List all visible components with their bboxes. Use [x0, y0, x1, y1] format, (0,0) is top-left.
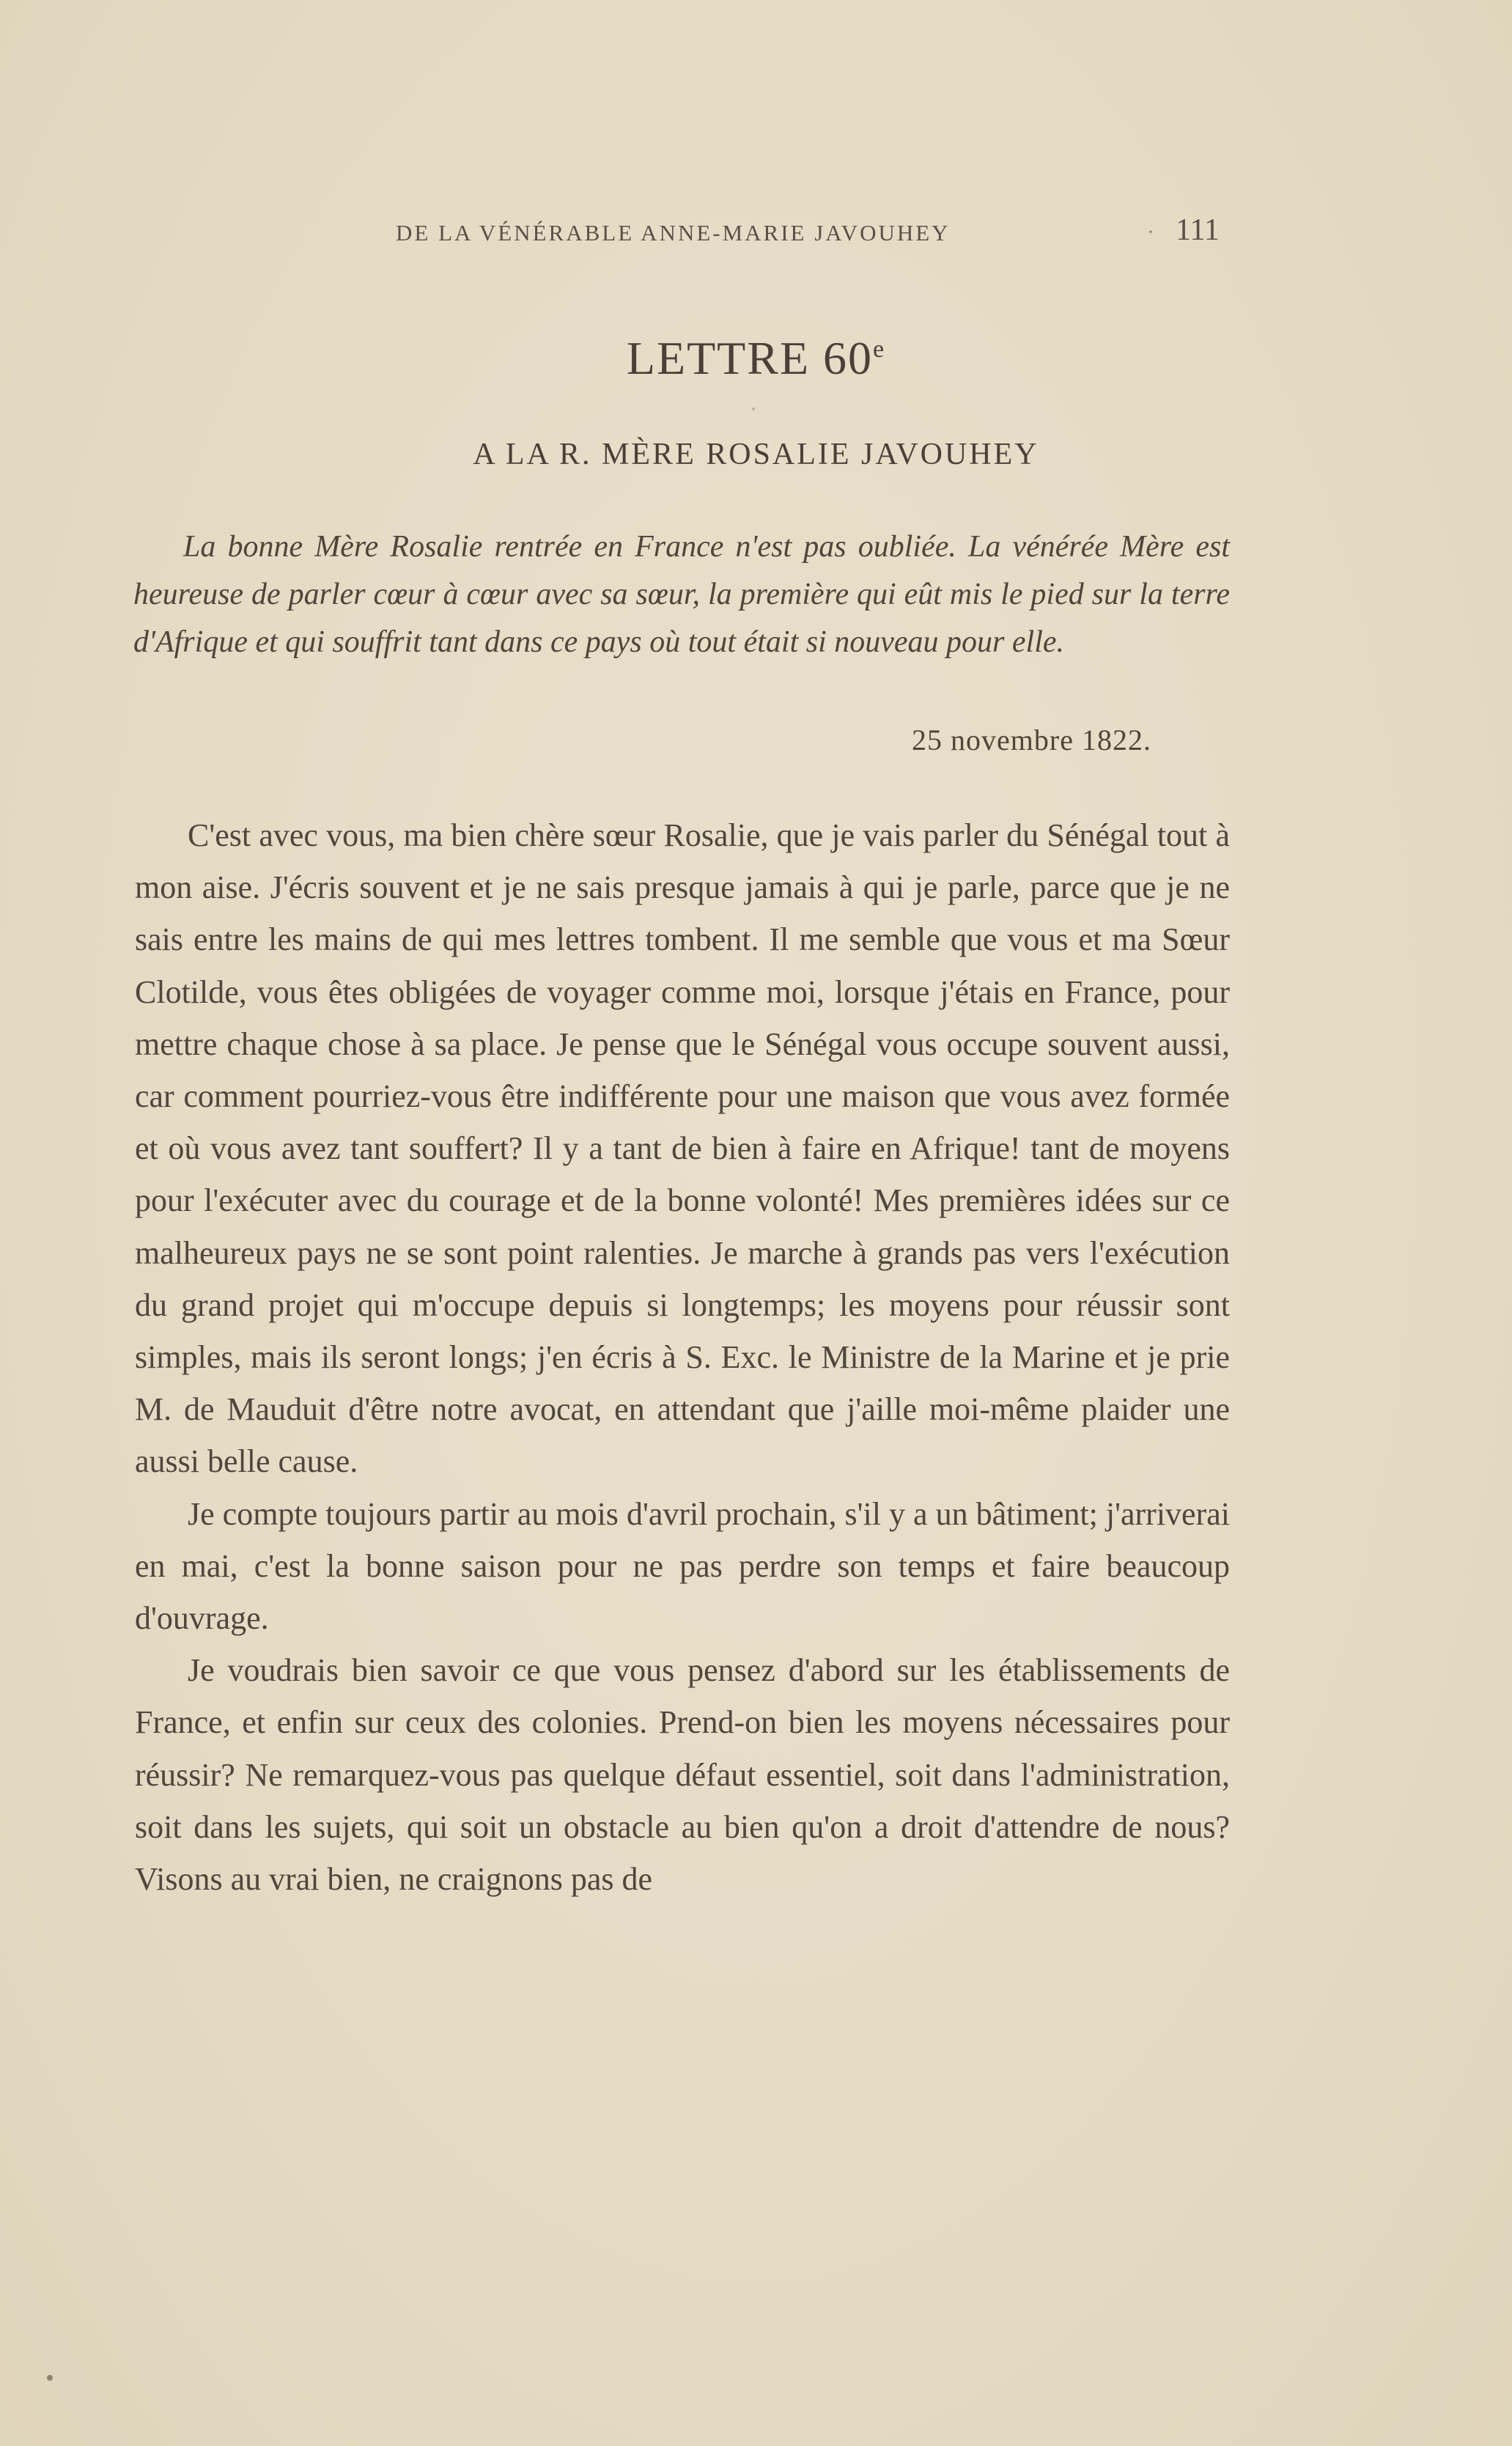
paper-speck	[752, 408, 755, 410]
body-paragraph-1: C'est avec vous, ma bien chère sœur Rosalie, que je vais parler du Sénégal tout à mon aise. J'écris souvent et je ne sais presque jamais à qui je parle, parce que je ne sais entre les mains de qui mes lettres tombent. Il me semble que vous et ma Sœur Clotilde, vous êtes obligées de voyager comme moi, lorsque j'étais en France, pour mettre chaque chose à sa place. Je pense que le Sénégal vous occupe souvent aussi, car comment pourriez-vous être indifférente pour une maison que vous avez formée et où vous avez tant souffert? Il y a tant de bien à faire en Afrique! tant de moyens pour l'exécuter avec du courage et de la bonne volonté! Mes premières idées sur ce malheureux pays ne se sont point ralenties. Je marche à grands pas vers l'exécution du grand projet qui m'occupe depuis si longtemps; les moyens pour réussir sont simples, mais ils seront longs; j'en écris à S. Exc. le Ministre de la Marine et je prie M. de Mauduit d'être notre avocat, en attendant que j'aille moi-même plaider une aussi belle cause.	[135, 817, 1230, 1480]
page-number: 111	[1176, 213, 1220, 247]
letter-body	[135, 809, 1230, 1905]
running-head: DE LA VÉNÉRABLE ANNE-MARIE JAVOUHEY	[396, 220, 951, 246]
letter-summary	[133, 523, 1230, 666]
body-paragraph-3: Je voudrais bien savoir ce que vous pensez d'abord sur les établissements de France, et enfin sur ceux des colonies. Prend-on bien les moyens nécessaires pour réussir? Ne remarquez-vous pas quelque défaut essentiel, soit dans l'administration, soit dans les sujets, qui soit un obstacle au bien qu'on a droit d'attendre de nous? Visons au vrai bien, ne craignons pas de	[135, 1652, 1230, 1898]
letter-date: 25 novembre 1822.	[912, 723, 1151, 756]
paper-speck	[47, 2375, 53, 2381]
letter-title-suffix: e	[873, 336, 886, 363]
letter-title	[0, 331, 1512, 386]
letter-summary-text: La bonne Mère Rosalie rentrée en France n'est pas oubliée. La vénérée Mère est heureuse de parler cœur à cœur avec sa sœur, la première qui eût mis le pied sur la terre d'Afrique et qui souffrit tant dans ce pays où tout était si nouveau pour elle.	[133, 530, 1230, 659]
letter-addressee: A LA R. MÈRE ROSALIE JAVOUHEY	[473, 438, 1039, 471]
letter-title-text: LETTRE 60	[626, 332, 874, 384]
page-speck-mark: ·	[1147, 220, 1154, 244]
body-paragraph-2: Je compte toujours partir au mois d'avril prochain, s'il y a un bâtiment; j'arriverai en mai, c'est la bonne saison pour ne pas perdre son temps et faire beaucoup d'ouvrage.	[135, 1495, 1230, 1637]
